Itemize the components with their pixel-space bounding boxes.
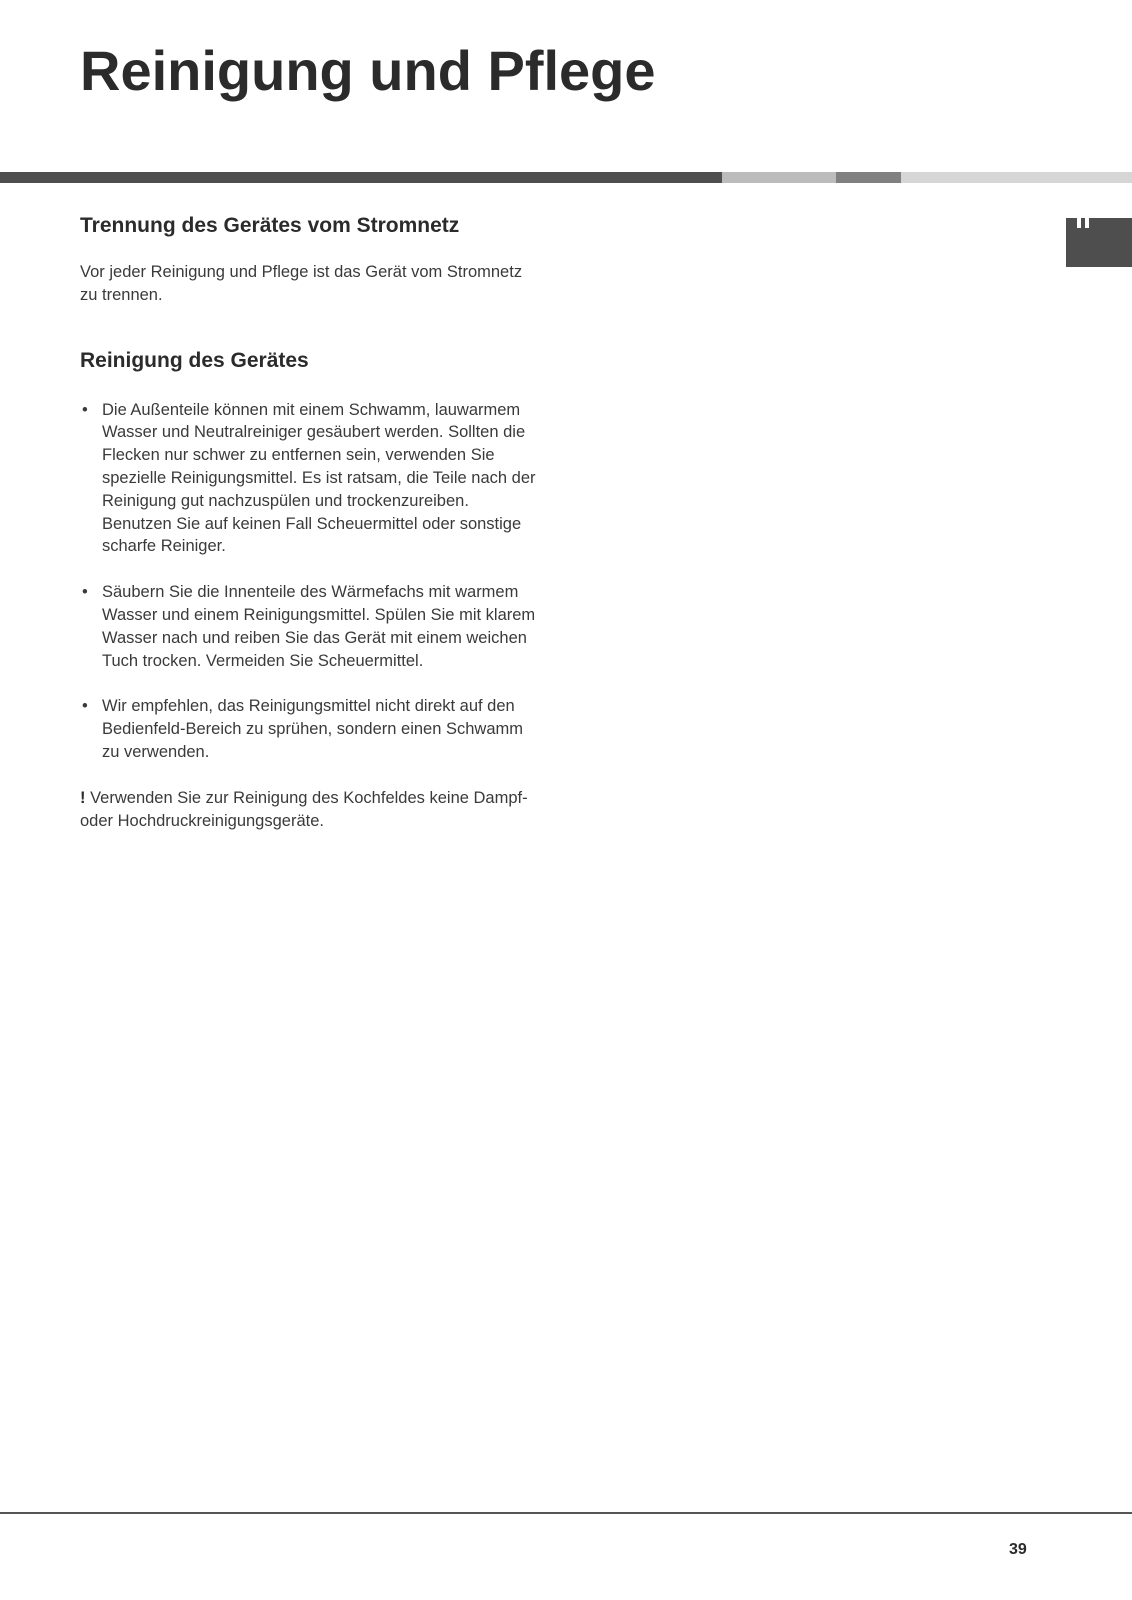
footer-divider: [0, 1512, 1132, 1514]
cleaning-instructions-list: [80, 399, 540, 764]
tab-mark: [1085, 218, 1089, 228]
list-item: [80, 399, 540, 559]
bullet-icon: •: [82, 400, 88, 419]
warning-icon: !: [80, 788, 86, 807]
list-item: [80, 695, 540, 763]
main-content: [80, 212, 540, 832]
section-heading-cleaning: Reinigung des Gerätes: [80, 348, 309, 372]
warning-text: Verwenden Sie zur Reinigung des Kochfeldes keine Dampf- oder Hochdruckreinigungsgeräte.: [80, 788, 528, 830]
list-item-text: Wir empfehlen, das Reinigungsmittel nicht direkt auf den Bedienfeld-Bereich zu sprühen, sondern einen Schwamm zu verwenden.: [102, 697, 523, 761]
bar-segment-pale: [901, 172, 1132, 183]
page-title: Reinigung und Pflege: [80, 39, 656, 102]
bar-segment-mid: [836, 172, 901, 183]
header-color-bar: [0, 172, 1132, 183]
list-item-text: Säubern Sie die Innenteile des Wärmefachs mit warmem Wasser und einem Reinigungsmittel. Spülen Sie mit klarem Wasser nach und reiben Sie das Gerät mit einem weichen Tuch trocken. Vermeiden Sie Scheuermittel.: [102, 583, 536, 670]
bullet-icon: •: [82, 697, 88, 716]
bar-segment-light: [722, 172, 836, 183]
section-text-disconnect: Vor jeder Reinigung und Pflege ist das Gerät vom Stromnetz zu trennen.: [80, 263, 523, 304]
page-number: 39: [1009, 1541, 1027, 1558]
tab-mark: [1077, 218, 1081, 228]
list-item: [80, 581, 540, 672]
bar-segment-dark: [0, 172, 722, 183]
list-item-text: Die Außenteile können mit einem Schwamm, lauwarmem Wasser und Neutralreiniger gesäubert werden. Sollten die Flecken nur schwer zu entfernen sein, verwenden Sie spezielle Reinigungsmittel. Es ist ratsam, die Teile nach der Reinigung gut nachzuspülen und trockenzureiben. Benutzen Sie auf keinen Fall Scheuermittel oder sonstige scharfe Reiniger.: [102, 400, 536, 556]
warning-note: [80, 787, 540, 833]
bullet-icon: •: [82, 583, 88, 602]
language-tab-marker: [1066, 218, 1132, 267]
section-heading-disconnect: Trennung des Gerätes vom Stromnetz: [80, 214, 460, 237]
